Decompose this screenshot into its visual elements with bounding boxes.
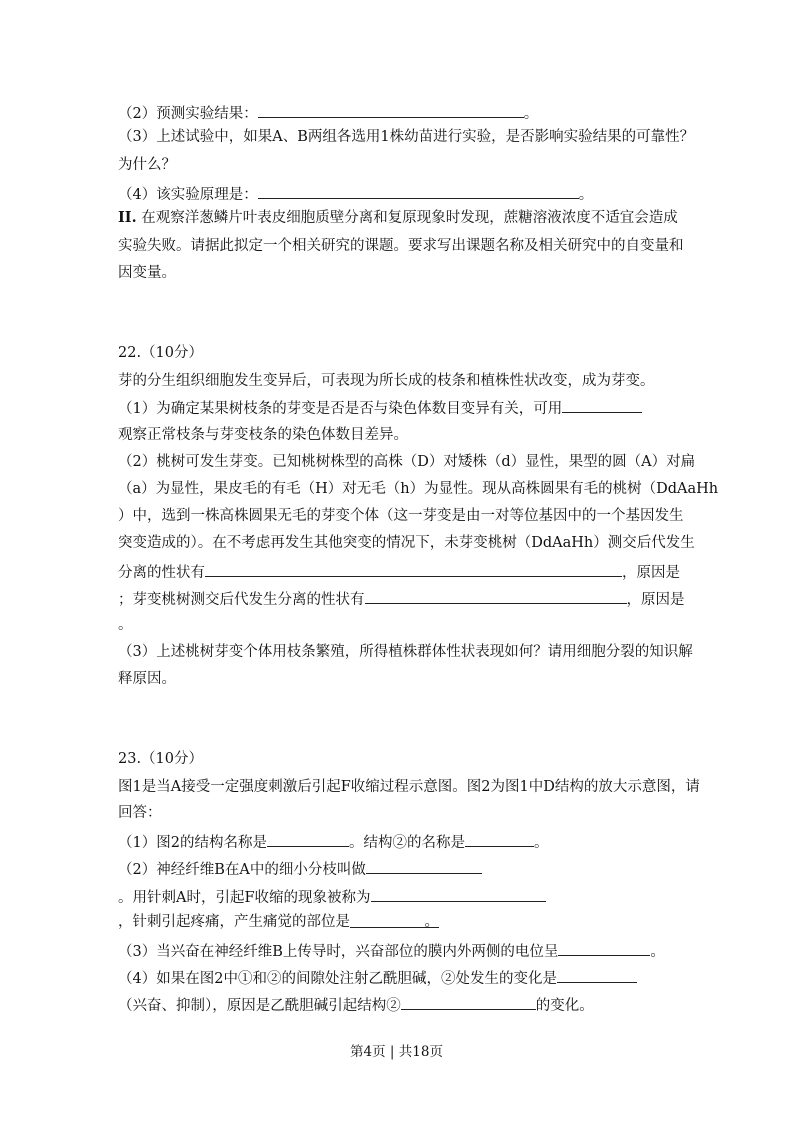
q23-intro-cont: 回答：: [118, 805, 162, 821]
answer-blank[interactable]: [350, 912, 439, 928]
q21-part3: （3）上述试验中，如果A、B两组各选用1株幼苗进行实验，是否影响实验结果的可靠性？: [118, 129, 695, 145]
answer-blank[interactable]: [267, 831, 349, 847]
text: 。: [523, 106, 539, 122]
q22-part2-line5: [118, 561, 680, 583]
answer-blank[interactable]: [465, 831, 534, 847]
answer-blank[interactable]: [366, 858, 482, 874]
text: （3）当兴奋在神经纤维B上传导时，兴奋部位的膜内外两侧的电位呈: [118, 944, 559, 960]
q22-part2-line2: （a）为显性，果皮毛的有毛（H）对无毛（h）为显性。现从高株圆果有毛的桃树（DdAaHh: [118, 481, 719, 497]
q23-part1: [118, 831, 548, 853]
text: 。: [533, 835, 549, 851]
q23-part2: [118, 858, 482, 880]
answer-blank[interactable]: [558, 940, 650, 956]
text: （2）神经纤维B在A中的细小分枝叫做: [118, 862, 366, 878]
q23-intro: 图1是当A接受一定强度刺激后引起F收缩过程示意图。图2为图1中D结构的放大示意图，请: [118, 779, 700, 795]
text: ；芽变桃树测交后代发生分离的性状有: [118, 592, 365, 608]
answer-blank[interactable]: [258, 183, 579, 199]
answer-blank[interactable]: [557, 967, 637, 983]
text: 。: [650, 944, 665, 960]
q22-part3-cont: 释原因。: [118, 671, 176, 687]
q22-part2-line3: ）中，选到一株高株圆果无毛的芽变个体（这一芽变是由一对等位基因中的一个基因发生: [118, 508, 684, 524]
text: 。用针刺A时，引起F收缩的现象被称为: [118, 890, 371, 906]
q21-II: [118, 208, 678, 228]
q23-part4-line2: [118, 994, 594, 1016]
answer-blank[interactable]: [562, 397, 642, 413]
text: 分离的性状有: [118, 565, 205, 581]
text: （4）如果在图2中①和②的间隙处注射乙酰胆碱，②处发生的变化是: [118, 971, 557, 987]
q22-part1: [118, 397, 642, 419]
text: （兴奋、抑制），原因是乙酰胆碱引起结构②: [118, 998, 401, 1014]
text: 。结构②的名称是: [348, 835, 465, 851]
text: ，原因是: [626, 592, 685, 608]
q23-header: 23.（10分）: [118, 751, 204, 767]
q22-part2-line6: [118, 588, 685, 610]
q21-part4: [118, 183, 593, 205]
answer-blank[interactable]: [401, 994, 536, 1010]
page-footer: 第4页 | 共18页: [350, 1044, 443, 1060]
text: 的变化。: [535, 998, 594, 1014]
text: （2）预测实验结果：: [118, 106, 258, 122]
q23-part2-line2: [118, 886, 546, 908]
q21-part2: [118, 102, 538, 124]
text: （1）图2的结构名称是: [118, 835, 267, 851]
text: （1）为确定某果树枝条的芽变是否是否与染色体数目变异有关，可用: [118, 401, 563, 417]
q22-part2-line7: 。: [118, 617, 133, 633]
q23-part3: [118, 940, 665, 962]
q22-part1-cont: 观察正常枝条与芽变枝条的染色体数目差异。: [118, 427, 408, 443]
text: ，针刺引起疼痛，产生痛觉的部位是: [118, 914, 350, 930]
answer-blank[interactable]: [205, 561, 622, 577]
q22-part3: （3）上述桃树芽变个体用枝条繁殖，所得植株群体性状表现如何？请用细胞分裂的知识解: [118, 644, 693, 660]
text: （4）该实验原理是：: [118, 187, 258, 203]
q22-part2: （2）桃树可发生芽变。已知桃树株型的高株（D）对矮株（d）显性，果型的圆（A）对扁: [118, 454, 696, 470]
answer-blank[interactable]: [365, 588, 627, 604]
q23-part4: [118, 967, 637, 989]
q21-II-line2: 实验失败。请据此拟定一个相关研究的课题。要求写出课题名称及相关研究中的自变量和: [118, 238, 684, 254]
q21-part3-cont: 为什么？: [118, 157, 176, 173]
text: 。: [578, 187, 594, 203]
q22-part2-line4: 突变造成的）。在不考虑再发生其他突变的情况下，未芽变桃树（DdAaHh）测交后代发生: [118, 535, 695, 551]
answer-blank[interactable]: [371, 886, 546, 902]
q23-part2-line3: [118, 912, 439, 932]
text: 在观察洋葱鳞片叶表皮细胞质壁分离和复原现象时发现，蔗糖溶液浓度不适宜会造成: [141, 210, 678, 226]
q21-II-line3: 因变量。: [118, 265, 176, 281]
text: 。: [424, 914, 439, 930]
q22-header: 22.（10分）: [118, 345, 204, 361]
section-label: II.: [118, 209, 137, 226]
answer-blank[interactable]: [258, 102, 524, 118]
text: ，原因是: [622, 565, 680, 581]
q22-intro: 芽的分生组织细胞发生变异后，可表现为所长成的枝条和植株性状改变，成为芽变。: [118, 373, 655, 389]
